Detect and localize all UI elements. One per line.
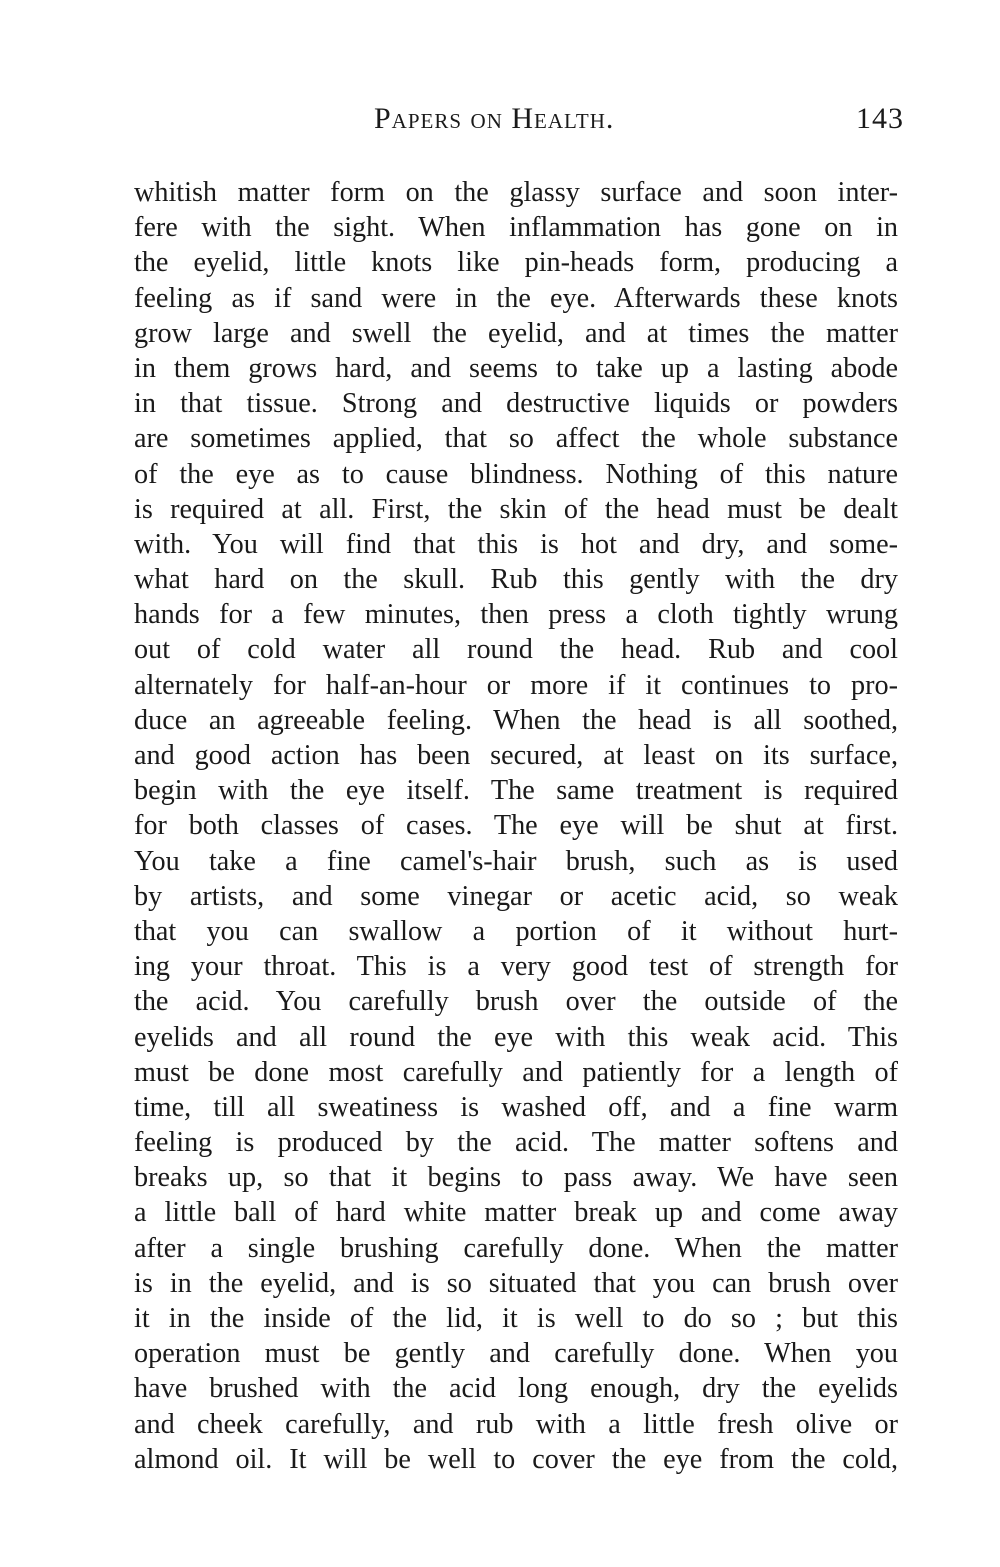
text-line: almond oil. It will be well to cover the eye from the cold, xyxy=(134,1443,898,1475)
text-line: and good action has been secured, at least on its surface, xyxy=(134,740,898,771)
running-head xyxy=(134,102,904,146)
text-line: for both classes of cases. The eye will be shut at first. xyxy=(134,810,898,842)
text-line: of the eye as to cause blindness. Nothing of this nature xyxy=(134,458,898,490)
text-line: You take a fine camel's-hair brush, such as is used xyxy=(134,845,898,877)
text-line: duce an agreeable feeling. When the head is all soothed, xyxy=(134,704,898,736)
text-line: the eyelid, little knots like pin-heads form, producing a xyxy=(134,247,898,279)
text-line: operation must be gently and carefully done. When you xyxy=(134,1338,898,1370)
text-line: with. You will find that this is hot and dry, and some- xyxy=(134,528,898,560)
text-line: must be done most carefully and patiently for a length of xyxy=(134,1056,898,1088)
text-line: feeling as if sand were in the eye. Afterwards these knots xyxy=(134,282,898,314)
text-line: and cheek carefully, and rub with a little fresh olive or xyxy=(134,1408,898,1440)
running-title: Papers on Health. xyxy=(374,102,615,135)
text-line: it in the inside of the lid, it is well to do so ; but this xyxy=(134,1303,898,1334)
text-line: hands for a few minutes, then press a cloth tightly wrung xyxy=(134,599,898,631)
text-line: fere with the sight. When inflammation has gone on in xyxy=(134,212,898,244)
text-line: by artists, and some vinegar or acetic acid, so weak xyxy=(134,880,898,912)
text-line: are sometimes applied, that so affect the whole substance xyxy=(134,423,898,455)
text-line: in that tissue. Strong and destructive liquids or powders xyxy=(134,388,898,420)
text-line: grow large and swell the eyelid, and at times the matter xyxy=(134,317,898,349)
text-line: feeling is produced by the acid. The matter softens and xyxy=(134,1127,898,1159)
text-line: out of cold water all round the head. Rub and cool xyxy=(134,634,898,666)
text-line: have brushed with the acid long enough, dry the eyelids xyxy=(134,1373,898,1405)
text-line: a little ball of hard white matter break up and come away xyxy=(134,1197,898,1229)
text-line: time, till all sweatiness is washed off, and a fine warm xyxy=(134,1091,898,1123)
text-line: eyelids and all round the eye with this weak acid. This xyxy=(134,1021,898,1053)
text-line: what hard on the skull. Rub this gently with the dry xyxy=(134,564,898,596)
body-text xyxy=(134,175,898,1477)
text-line: is in the eyelid, and is so situated that you can brush over xyxy=(134,1267,898,1299)
text-line: whitish matter form on the glassy surface and soon inter- xyxy=(134,177,898,208)
text-line: the acid. You carefully brush over the outside of the xyxy=(134,986,898,1018)
text-line: alternately for half-an-hour or more if it continues to pro- xyxy=(134,669,898,701)
text-line: after a single brushing carefully done. When the matter xyxy=(134,1232,898,1264)
text-line: in them grows hard, and seems to take up a lasting abode xyxy=(134,352,898,384)
text-line: begin with the eye itself. The same treatment is required xyxy=(134,775,898,807)
page-number: 143 xyxy=(856,102,904,135)
text-line: ing your throat. This is a very good test of strength for xyxy=(134,951,898,983)
text-line: that you can swallow a portion of it without hurt- xyxy=(134,915,898,947)
text-line: breaks up, so that it begins to pass away. We have seen xyxy=(134,1162,898,1194)
text-line: is required at all. First, the skin of the head must be dealt xyxy=(134,493,898,525)
